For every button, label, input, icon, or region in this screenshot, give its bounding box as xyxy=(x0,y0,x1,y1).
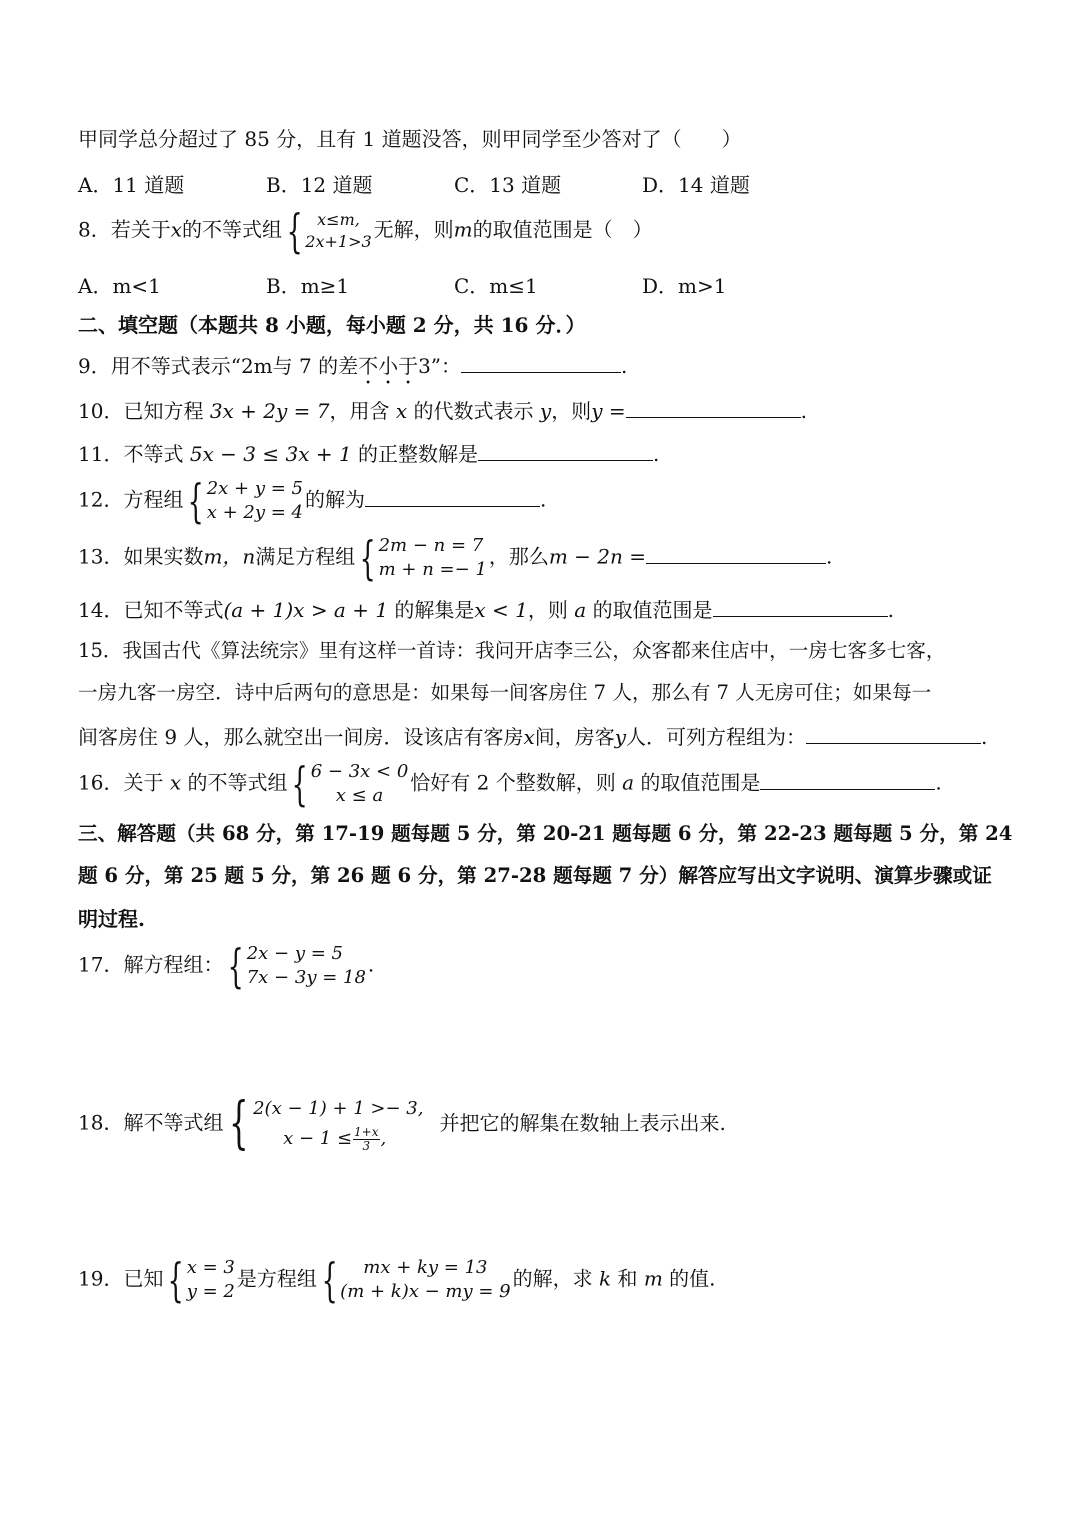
q7-text: 甲同学总分超过了 85 分，且有 1 道题没答，则甲同学至少答对了（ ） xyxy=(78,127,742,151)
q7-option-c: C．13 道题 xyxy=(454,173,562,197)
q12-question xyxy=(78,474,547,528)
q18-fraction-numerator: 1+x xyxy=(354,1124,379,1139)
section3-heading-line3: 明过程. xyxy=(78,907,145,931)
q15-line3-mid: 间，房客 xyxy=(534,725,615,749)
q12-prefix: 12．方程组 xyxy=(78,487,184,512)
q17-system: { 2x − y = 5 7x − 3y = 18 xyxy=(228,939,366,993)
q11-question xyxy=(78,438,659,468)
q12-answer-blank[interactable] xyxy=(365,484,540,507)
q13-mid: 满足方程组 xyxy=(255,544,356,569)
q9-question xyxy=(78,350,627,389)
q14-answer-blank[interactable] xyxy=(713,594,888,617)
q13-prefix: 13．如果实数 xyxy=(78,544,204,569)
q15-line3-post: 人．可列方程组为： xyxy=(626,725,807,749)
q15-line3-pre: 间客房住 9 人，那么就空出一间房．设该店有客房 xyxy=(78,725,524,749)
q11-end: . xyxy=(653,442,660,466)
q19-var-k: k xyxy=(598,1266,612,1291)
q18-system-row1: 2(x − 1) + 1 >− 3, xyxy=(253,1098,424,1119)
q17-end: . xyxy=(367,952,375,977)
q18-system: { 2(x − 1) + 1 >− 3, x − 1 ≤ $\frac{1+x}{3}$ , xyxy=(229,1091,424,1156)
q19-post: 的解，求 xyxy=(512,1266,593,1291)
q16-post-b: 的取值范围是 xyxy=(640,770,761,795)
q7-options xyxy=(78,169,838,198)
q15-answer-blank[interactable] xyxy=(806,721,981,744)
q14-mid: 的解集是 xyxy=(394,598,475,622)
q19-question xyxy=(78,1253,716,1307)
section3-heading-line1: 三、解答题（共 68 分，第 17-19 题每题 5 分，第 20-21 题每题 6 分，第 22-23 题每题 5 分，第 24 xyxy=(78,822,1013,845)
q9-end: . xyxy=(621,354,628,378)
q12-system-row2: x + 2y = 4 xyxy=(206,502,304,523)
q10-var-y: y xyxy=(539,399,552,423)
section3-heading-line2: 题 6 分，第 25 题 5 分，第 26 题 6 分，第 27-28 题每题 7 分）解答应写出文字说明、演算步骤或证 xyxy=(78,864,992,887)
q12-end: . xyxy=(540,487,547,512)
q11-prefix: 11．不等式 xyxy=(78,442,184,466)
q19-var-m: m xyxy=(643,1266,663,1291)
q10-end: . xyxy=(800,399,807,423)
q18-question xyxy=(78,1091,726,1156)
q8-options xyxy=(78,270,838,299)
q12-system-row1: 2x + y = 5 xyxy=(206,478,304,499)
q16-system-row2: x ≤ a xyxy=(335,785,384,806)
q17-system-row2: 7x − 3y = 18 xyxy=(246,967,366,988)
q19-post-b: 的值. xyxy=(669,1266,716,1291)
q14-post: 的取值范围是 xyxy=(592,598,713,622)
q18-row2-left: x − 1 ≤ xyxy=(283,1128,353,1149)
q11-post: 的正整数解是 xyxy=(358,442,479,466)
q14-prefix: 14．已知不等式 xyxy=(78,598,224,622)
q8-option-b: B．m≥1 xyxy=(266,274,350,298)
q18-row2-comma: , xyxy=(380,1128,387,1149)
q13-expression: m − 2n = xyxy=(548,544,647,569)
q19-equation-system: { mx + ky = 13 (m + k)x − my = 9 xyxy=(321,1253,511,1307)
q19-equation-row1: mx + ky = 13 xyxy=(363,1257,488,1278)
q7-option-a: A．11 道题 xyxy=(78,173,185,197)
q10-prefix: 10．已知方程 xyxy=(78,399,204,423)
q8-system-row2: 2x+1>3 xyxy=(305,232,372,251)
q16-answer-blank[interactable] xyxy=(760,767,935,790)
q9-prefix: 9．用不等式表示“2m与 7 的差 xyxy=(78,354,359,378)
q12-post: 的解为 xyxy=(305,487,366,512)
q14-mid2: ，则 xyxy=(527,598,568,622)
q9-answer-blank[interactable] xyxy=(461,350,621,373)
q15-end: . xyxy=(981,725,988,749)
q13-question xyxy=(78,531,833,585)
q14-var-a: a xyxy=(574,598,587,622)
q8-system: { x≤m, 2x+1>3 xyxy=(286,204,372,258)
q19-given-row1: x = 3 xyxy=(186,1257,235,1278)
q16-var-x: x xyxy=(169,770,182,795)
q12-system: { 2x + y = 5 x + 2y = 4 xyxy=(188,474,304,528)
q17-prefix: 17．解方程组： xyxy=(78,952,224,977)
q13-system: { 2m − n = 7 m + n =− 1 xyxy=(359,531,487,585)
q8-system-row1: x≤m, xyxy=(317,210,360,229)
q11-answer-blank[interactable] xyxy=(478,438,653,461)
q9-post: 3”： xyxy=(418,354,462,378)
q15-line3 xyxy=(78,721,987,751)
q8-prefix: 8．若关于 xyxy=(78,217,171,242)
q10-question xyxy=(78,395,807,425)
q8-mid: 的不等式组 xyxy=(182,217,283,242)
q8-post: 无解，则 xyxy=(373,217,454,242)
q16-question xyxy=(78,757,942,811)
q18-system-row2 xyxy=(253,1124,423,1154)
q8-var-x: x xyxy=(170,217,183,242)
q14-inequality: (a + 1)x > a + 1 xyxy=(223,598,389,622)
q10-var-x: x xyxy=(395,399,408,423)
q15-var-x: x xyxy=(523,725,535,749)
q8-var-m: m xyxy=(453,217,473,242)
q19-given-system: { x = 3 y = 2 xyxy=(168,1253,235,1307)
q10-mid3: ，则 xyxy=(551,399,592,423)
q8-option-d: D．m>1 xyxy=(642,274,727,298)
q13-answer-blank[interactable] xyxy=(646,541,826,564)
q16-prefix: 16．关于 xyxy=(78,770,164,795)
q16-mid: 的不等式组 xyxy=(187,770,288,795)
q15-line1: 15．我国古代《算法统宗》里有这样一首诗：我问开店李三公，众客都来住店中，一房七客多七客， xyxy=(78,639,946,662)
q19-given-row2: y = 2 xyxy=(186,1281,235,1302)
q13-end: . xyxy=(826,544,833,569)
q15-var-y: y xyxy=(614,725,627,749)
q14-end: . xyxy=(887,598,894,622)
q19-mid: 是方程组 xyxy=(236,1266,317,1291)
q13-post: ，那么 xyxy=(488,544,549,569)
q19-and: 和 xyxy=(617,1266,638,1291)
q10-mid2: 的代数式表示 xyxy=(413,399,534,423)
q19-prefix: 19．已知 xyxy=(78,1266,164,1291)
q16-system: { 6 − 3x < 0 x ≤ a xyxy=(292,757,409,811)
q13-vars: m，n xyxy=(203,544,256,569)
q18-fraction xyxy=(353,1126,379,1153)
q18-post: 并把它的解集在数轴上表示出来. xyxy=(439,1110,726,1135)
q10-answer-blank[interactable] xyxy=(626,395,801,418)
section2-heading: 二、填空题（本题共 8 小题，每小题 2 分，共 16 分．） xyxy=(78,313,586,337)
q16-var-a: a xyxy=(622,770,635,795)
q16-post: 恰好有 2 个整数解，则 xyxy=(410,770,616,795)
q9-emphasis: 不小于 xyxy=(358,354,419,378)
q7-option-b: B．12 道题 xyxy=(266,173,373,197)
q16-end: . xyxy=(935,770,942,795)
q7-option-d: D．14 道题 xyxy=(642,173,750,197)
q11-inequality: 5x − 3 ≤ 3x + 1 xyxy=(189,442,352,466)
q14-question xyxy=(78,594,894,624)
q13-system-row1: 2m − n = 7 xyxy=(378,535,484,556)
q8-option-c: C．m≤1 xyxy=(454,274,538,298)
q8-question xyxy=(78,204,653,258)
q19-equation-row2: (m + k)x − my = 9 xyxy=(340,1281,511,1302)
q10-y-equals: y = xyxy=(591,399,626,423)
q18-fraction-denominator: 3 xyxy=(362,1138,371,1153)
q8-post-b: 的取值范围是（ ） xyxy=(472,217,653,242)
q16-system-row1: 6 − 3x < 0 xyxy=(310,761,409,782)
q18-prefix: 18．解不等式组 xyxy=(78,1110,224,1135)
q8-option-a: A．m<1 xyxy=(78,274,161,298)
q17-system-row1: 2x − y = 5 xyxy=(246,943,344,964)
q14-solution: x < 1 xyxy=(474,598,528,622)
q17-question xyxy=(78,939,375,993)
q15-line2: 一房九客一房空．诗中后两句的意思是：如果每一间客房住 7 人，那么有 7 人无房可住；如果每一 xyxy=(78,681,932,704)
q10-mid: ，用含 xyxy=(329,399,390,423)
q10-equation: 3x + 2y = 7 xyxy=(209,399,330,423)
q13-system-row2: m + n =− 1 xyxy=(378,559,487,580)
